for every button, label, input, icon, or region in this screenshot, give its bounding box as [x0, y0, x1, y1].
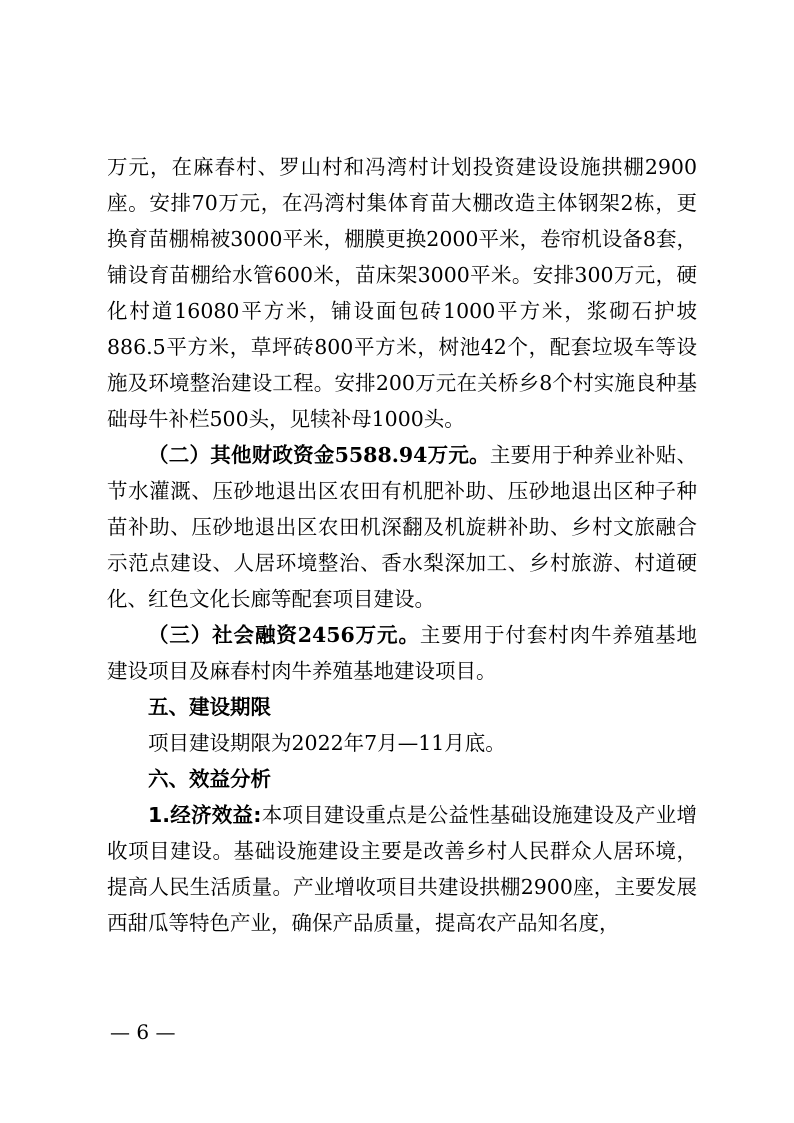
- other-fiscal-funds-text: 主要用于种养业补贴、节水灌溉、压砂地退出区农田有机肥补助、压砂地退出区种子种苗补助、压砂地退出区农田机深翻及机旋耕补助、乡村文旅融合示范点建设、人居环境整治、香水梨深加工、乡村旅游、村道硬化、红色文化长廊等配套项目建设。: [107, 443, 697, 611]
- paragraph-funding-continued: 万元，在麻春村、罗山村和冯湾村计划投资建设设施拱棚2900座。安排70万元，在冯湾村集体育苗大棚改造主体钢架2栋，更换育苗棚棉被3000平米，棚膜更换2000平米，卷帘机设备8套，铺设育苗棚给水管600米，苗床架3000平米。安排300万元，硬化村道16080平方米，铺设面包砖1000平方米，浆砌石护坡886.5平方米，草坪砖800平方米，树池42个，配套垃圾车等设施及环境整治建设工程。安排200万元在关桥乡8个村实施良种基础母牛补栏500头，见犊补母1000头。: [107, 155, 697, 431]
- document-body: [107, 149, 697, 941]
- page-number: — 6 —: [110, 1020, 176, 1044]
- section-heading-benefit-analysis: 六、效益分析: [148, 767, 271, 791]
- paragraph-economic-benefits: [107, 797, 697, 941]
- section-heading-construction-period: 五、建设期限: [148, 695, 271, 719]
- paragraph-social-financing: [107, 617, 697, 689]
- subheading-economic-benefits: 1.经济效益:: [148, 803, 262, 827]
- social-financing-text: 主要用于付套村肉牛养殖基地建设项目及麻春村肉牛养殖基地建设项目。: [107, 623, 698, 683]
- paragraph-other-fiscal-funds: [107, 437, 697, 617]
- subheading-other-fiscal-funds: （二）其他财政资金5588.94万元。: [148, 443, 490, 467]
- economic-benefits-text: 本项目建设重点是公益性基础设施建设及产业增收项目建设。基础设施建设主要是改善乡村人民群众人居环境，提高人民生活质量。产业增收项目共建设拱棚2900座，主要发展西甜瓜等特色产业，确保产品质量，提高农产品知名度，: [107, 803, 697, 935]
- subheading-social-financing: （三）社会融资2456万元。: [148, 623, 420, 647]
- paragraph-construction-period: 项目建设期限为2022年7月—11月底。: [148, 731, 506, 755]
